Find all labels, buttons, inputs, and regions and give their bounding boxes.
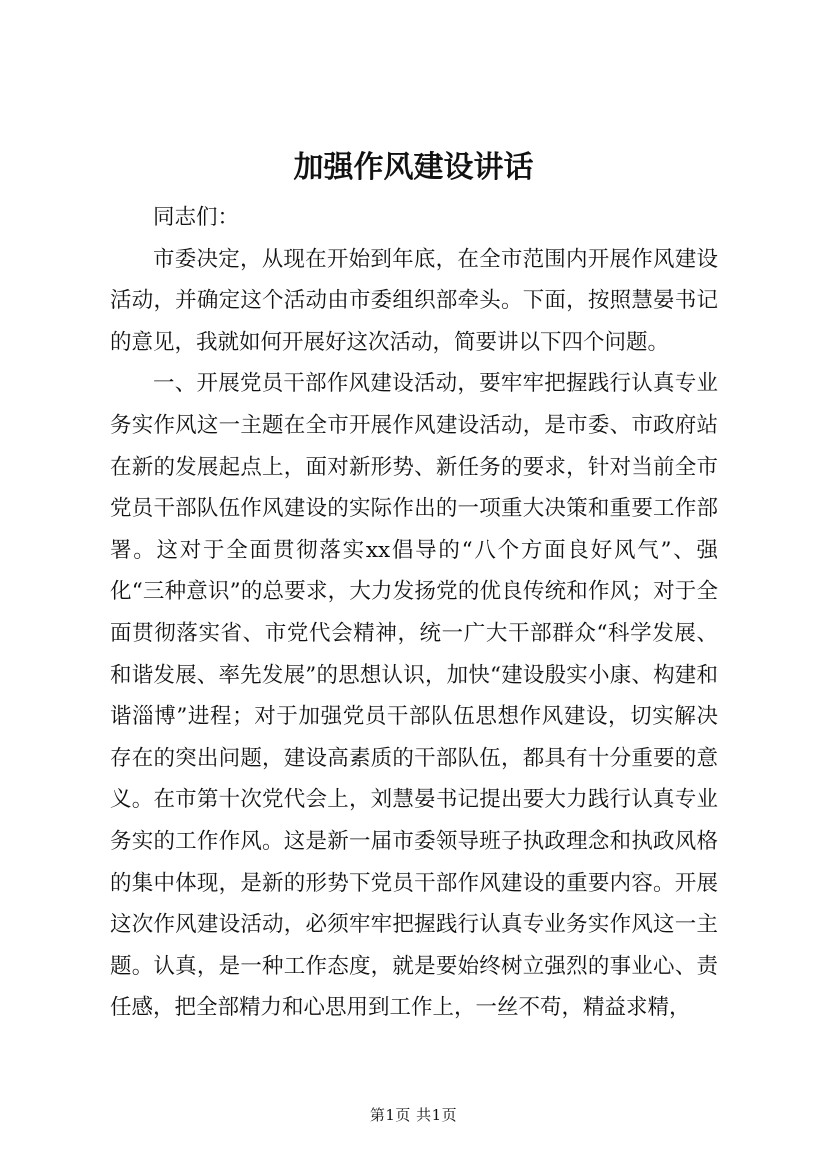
salutation-paragraph: 同志们： bbox=[153, 205, 240, 230]
page-footer: 第1页 共1页 bbox=[369, 1106, 458, 1124]
section-one-paragraph: 一、开展党员干部作风建设活动，要牢牢把握践行认真专业务实作风这一主题在全市开展作风建设活动，是市委、市政府站在新的发展起点上，面对新形势、新任务的要求，针对当前全市党员干部队伍作风建设的实际作出的一项重大决策和重要工作部署。这对于全面贯彻落实xx倡导的“八个方面良好风气”、强化“三种意识”的总要求，大力发扬党的优良传统和作风；对于全面贯彻落实省、市党代会精神，统一广大干部群众“科学发展、和谐发展、率先发展”的思想认识，加快“建设殷实小康、构建和谐淄博”进程；对于加强党员干部队伍思想作风建设，切实解决存在的突出问题，建设高素质的干部队伍，都具有十分重要的意义。在市第十次党代会上，刘慧晏书记提出要大力践行认真专业务实的工作作风。这是新一届市委领导班子执政理念和执政风格的集中体现，是新的形势下党员干部作风建设的重要内容。开展这次作风建设活动，必须牢牢把握践行认真专业务实作风这一主题。认真，是一种工作态度，就是要始终树立强烈的事业心、责任感，把全部精力和心思用到工作上，一丝不苟，精益求精， bbox=[110, 371, 718, 1021]
intro-paragraph: 市委决定，从现在开始到年底，在全市范围内开展作风建设活动，并确定这个活动由市委组织部牵头。下面，按照慧晏书记的意见，我就如何开展好这次活动，简要讲以下四个问题。 bbox=[110, 246, 718, 355]
document-title: 加强作风建设讲话 bbox=[293, 150, 534, 185]
document-body bbox=[110, 197, 718, 1029]
